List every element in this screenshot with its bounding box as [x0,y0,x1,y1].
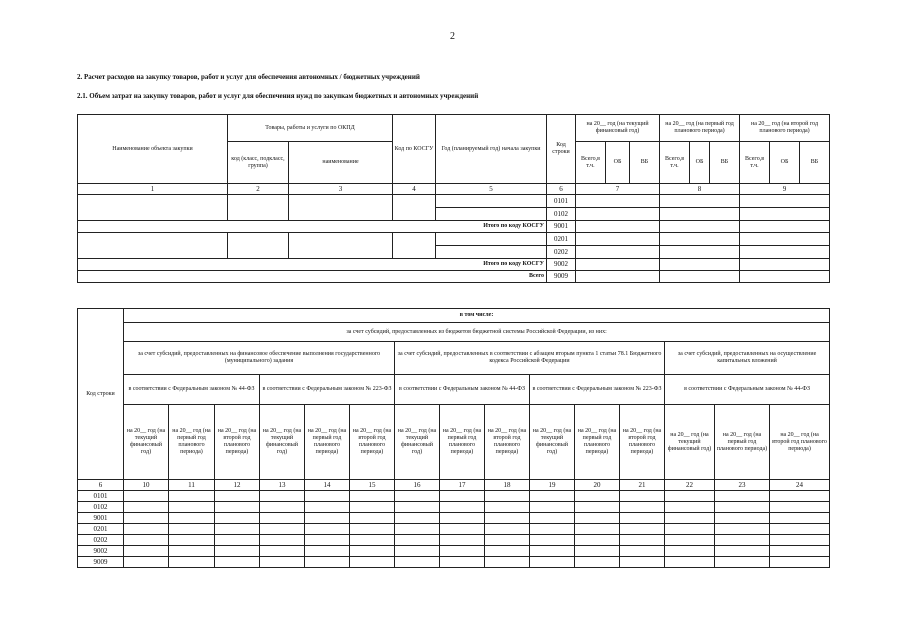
value-cell[interactable] [124,524,169,535]
value-cell[interactable] [660,233,740,246]
value-cell[interactable] [169,513,215,524]
header-year-second: на 20__ год (на второй год планового периода) [215,405,260,480]
value-cell[interactable] [215,513,260,524]
sub-header-vb: ВБ [630,142,660,184]
col-header-first-plan-year: на 20__ год (на первый год планового периода) [660,115,740,142]
okpd-code-cell[interactable] [228,233,289,259]
row-code: 0101 [547,195,576,208]
row-code: 0102 [547,208,576,221]
value-cell[interactable] [169,535,215,546]
column-number: 23 [715,480,770,491]
start-year-cell[interactable] [436,195,547,208]
value-cell[interactable] [715,546,770,557]
table-row [78,513,830,524]
kosgu-cell[interactable] [393,195,436,221]
value-cell[interactable] [530,513,575,524]
value-cell[interactable] [260,535,305,546]
table-row [78,524,830,535]
value-cell[interactable] [530,546,575,557]
value-cell[interactable] [620,557,665,568]
value-cell[interactable] [660,259,740,271]
value-cell[interactable] [485,535,530,546]
header-year-current: на 20__ год (на текущий финансовый год) [395,405,440,480]
sub-header-total: Всего,в т.ч. [740,142,770,184]
column-number: 16 [395,480,440,491]
column-number: 6 [78,480,124,491]
sub-header-total: Всего,в т.ч. [660,142,690,184]
value-cell[interactable] [305,535,350,546]
row-code: 0102 [78,502,124,513]
vsego-label: Всего [78,271,547,283]
object-name-cell[interactable] [78,233,228,259]
okpd-name-cell[interactable] [289,195,393,221]
value-cell[interactable] [485,502,530,513]
value-cell[interactable] [740,246,830,259]
kosgu-cell[interactable] [393,233,436,259]
value-cell[interactable] [770,524,830,535]
value-cell[interactable] [215,557,260,568]
value-cell[interactable] [660,246,740,259]
value-cell[interactable] [169,546,215,557]
column-number: 11 [169,480,215,491]
value-cell[interactable] [576,246,660,259]
column-number: 24 [770,480,830,491]
value-cell[interactable] [770,557,830,568]
procurement-costs-table [77,114,830,283]
value-cell[interactable] [575,524,620,535]
header-year-second: на 20__ год (на второй год планового периода) [620,405,665,480]
value-cell[interactable] [395,513,440,524]
column-number: 14 [305,480,350,491]
value-cell[interactable] [395,502,440,513]
value-cell[interactable] [740,208,830,221]
value-cell[interactable] [575,513,620,524]
column-number: 13 [260,480,305,491]
row-code: 9009 [78,557,124,568]
col-header-kosgu: Код по КОСГУ [393,115,436,184]
value-cell[interactable] [124,491,169,502]
col-header-current-year: на 20__ год (на текущий финансовый год) [576,115,660,142]
start-year-cell[interactable] [436,208,547,221]
value-cell[interactable] [485,491,530,502]
header-law-223: в соответствии с Федеральным законом № 223-ФЗ [260,375,395,405]
col-header-row-code: Код строки [78,309,124,480]
header-year-second: на 20__ год (на второй год планового периода) [485,405,530,480]
value-cell[interactable] [715,513,770,524]
table-row [78,271,830,283]
itogo-label: Итого по коду КОСГУ [78,259,547,271]
value-cell[interactable] [715,524,770,535]
value-cell[interactable] [530,502,575,513]
value-cell[interactable] [660,208,740,221]
table-row [78,195,830,208]
table-row [78,502,830,513]
header-law-44: в соответствии с Федеральным законом № 44-ФЗ [124,375,260,405]
table-row [78,557,830,568]
value-cell[interactable] [215,524,260,535]
header-group-state-task: за счет субсидий, предоставленных на финансовое обеспечение выполнения государственного (муниципального) задания [124,342,395,375]
value-cell[interactable] [770,502,830,513]
sub-header-ob: ОБ [606,142,630,184]
sub-header-total: Всего,в т.ч. [576,142,606,184]
value-cell[interactable] [124,513,169,524]
col-header-okpd-code: код (класс, подкласс, группа) [228,142,289,184]
subsection-heading: 2.1. Объем затрат на закупку товаров, работ и услуг для обеспечения нужд по закупкам бюджетных и автономных учреждений [77,92,479,100]
value-cell[interactable] [124,535,169,546]
column-number: 12 [215,480,260,491]
value-cell[interactable] [124,557,169,568]
column-number: 9 [740,184,830,195]
column-number: 3 [289,184,393,195]
value-cell[interactable] [395,524,440,535]
column-number: 6 [547,184,576,195]
value-cell[interactable] [169,524,215,535]
table-row [78,221,830,233]
col-header-second-plan-year: на 20__ год (на второй год планового периода) [740,115,830,142]
col-header-okpd-name: наименование [289,142,393,184]
column-number: 2 [228,184,289,195]
header-group-article-78-1: за счет субсидий, предоставленных в соответствии с абзацем вторым пункта 1 статьи 78.1 Бюджетного кодекса Российской Федерации [395,342,665,375]
okpd-name-cell[interactable] [289,233,393,259]
value-cell[interactable] [665,513,715,524]
page-number: 2 [450,31,455,42]
value-cell[interactable] [665,557,715,568]
value-cell[interactable] [576,259,660,271]
value-cell[interactable] [440,535,485,546]
value-cell[interactable] [530,524,575,535]
header-year-current: на 20__ год (на текущий финансовый год) [124,405,169,480]
header-year-current: на 20__ год (на текущий финансовый год) [260,405,305,480]
row-code: 9001 [78,513,124,524]
value-cell[interactable] [575,557,620,568]
sub-header-vb: ВБ [800,142,830,184]
header-year-first: на 20__ год (на первый год планового периода) [715,405,770,480]
column-number: 1 [78,184,228,195]
value-cell[interactable] [620,491,665,502]
value-cell[interactable] [124,502,169,513]
value-cell[interactable] [350,524,395,535]
value-cell[interactable] [440,502,485,513]
value-cell[interactable] [440,557,485,568]
column-number: 22 [665,480,715,491]
value-cell[interactable] [620,546,665,557]
value-cell[interactable] [665,502,715,513]
column-number-row [78,184,830,195]
value-cell[interactable] [665,535,715,546]
value-cell[interactable] [215,546,260,557]
value-cell[interactable] [665,524,715,535]
sub-header-vb: ВБ [710,142,740,184]
value-cell[interactable] [530,535,575,546]
value-cell[interactable] [440,491,485,502]
value-cell[interactable] [530,491,575,502]
table-row [78,491,830,502]
value-cell[interactable] [169,557,215,568]
value-cell[interactable] [576,208,660,221]
header-law-223: в соответствии с Федеральным законом № 223-ФЗ [530,375,665,405]
column-number: 17 [440,480,485,491]
value-cell[interactable] [485,513,530,524]
value-cell[interactable] [576,221,660,233]
value-cell[interactable] [260,502,305,513]
value-cell[interactable] [350,535,395,546]
column-number: 5 [436,184,547,195]
value-cell[interactable] [485,524,530,535]
start-year-cell[interactable] [436,246,547,259]
value-cell[interactable] [124,546,169,557]
value-cell[interactable] [576,233,660,246]
value-cell[interactable] [215,502,260,513]
value-cell[interactable] [305,557,350,568]
header-law-44: в соответствии с Федеральным законом № 44-ФЗ [665,375,830,405]
header-year-first: на 20__ год (на первый год планового периода) [305,405,350,480]
table-row [78,546,830,557]
column-number: 15 [350,480,395,491]
value-cell[interactable] [740,271,830,283]
value-cell[interactable] [576,271,660,283]
column-number: 10 [124,480,169,491]
value-cell[interactable] [575,491,620,502]
header-year-first: на 20__ год (на первый год планового периода) [575,405,620,480]
value-cell[interactable] [305,546,350,557]
value-cell[interactable] [740,195,830,208]
value-cell[interactable] [575,546,620,557]
header-subsidies-all: за счет субсидий, предоставленных из бюджетов бюджетной системы Российской Федерации, из них: [124,323,830,342]
value-cell[interactable] [260,491,305,502]
value-cell[interactable] [350,491,395,502]
header-year-current: на 20__ год (на текущий финансовый год) [530,405,575,480]
value-cell[interactable] [305,502,350,513]
value-cell[interactable] [740,233,830,246]
column-number: 19 [530,480,575,491]
value-cell[interactable] [395,535,440,546]
value-cell[interactable] [575,502,620,513]
table-row [78,535,830,546]
value-cell[interactable] [350,557,395,568]
row-code: 0201 [547,233,576,246]
value-cell[interactable] [350,546,395,557]
value-cell[interactable] [350,502,395,513]
value-cell[interactable] [260,524,305,535]
start-year-cell[interactable] [436,233,547,246]
value-cell[interactable] [260,546,305,557]
value-cell[interactable] [169,502,215,513]
value-cell[interactable] [660,195,740,208]
header-group-capital-investments: за счет субсидий, предоставленных на осуществление капитальных вложений [665,342,830,375]
col-header-row-code: Код строки [547,115,576,184]
table-row [78,233,830,246]
header-law-44: в соответствии с Федеральным законом № 44-ФЗ [395,375,530,405]
value-cell[interactable] [620,513,665,524]
value-cell[interactable] [740,259,830,271]
header-year-current: на 20__ год (на текущий финансовый год) [665,405,715,480]
value-cell[interactable] [440,546,485,557]
value-cell[interactable] [215,491,260,502]
value-cell[interactable] [715,535,770,546]
value-cell[interactable] [665,546,715,557]
column-number: 21 [620,480,665,491]
col-header-object-name: Наименование объекта закупки [78,115,228,184]
value-cell[interactable] [660,271,740,283]
value-cell[interactable] [485,546,530,557]
value-cell[interactable] [305,513,350,524]
row-code: 9009 [547,271,576,283]
row-code: 9001 [547,221,576,233]
row-code: 0202 [547,246,576,259]
row-code: 9002 [547,259,576,271]
column-number-row [78,480,830,491]
okpd-code-cell[interactable] [228,195,289,221]
row-code: 0202 [78,535,124,546]
row-code: 0101 [78,491,124,502]
column-number: 8 [660,184,740,195]
header-including: в том числе: [124,309,830,323]
value-cell[interactable] [575,535,620,546]
sub-header-ob: ОБ [690,142,710,184]
value-cell[interactable] [485,557,530,568]
value-cell[interactable] [350,513,395,524]
row-code: 9002 [78,546,124,557]
header-year-second: на 20__ год (на второй год планового периода) [770,405,830,480]
value-cell[interactable] [305,491,350,502]
value-cell[interactable] [260,513,305,524]
column-number: 7 [576,184,660,195]
table-row [78,259,830,271]
value-cell[interactable] [395,546,440,557]
row-code: 0201 [78,524,124,535]
header-year-second: на 20__ год (на второй год планового периода) [350,405,395,480]
value-cell[interactable] [260,557,305,568]
value-cell[interactable] [715,491,770,502]
value-cell[interactable] [395,491,440,502]
column-number: 20 [575,480,620,491]
value-cell[interactable] [770,513,830,524]
value-cell[interactable] [770,535,830,546]
value-cell[interactable] [770,546,830,557]
value-cell[interactable] [305,524,350,535]
value-cell[interactable] [620,535,665,546]
column-number: 18 [485,480,530,491]
value-cell[interactable] [665,491,715,502]
subsidy-breakdown-table [77,308,830,568]
value-cell[interactable] [715,557,770,568]
value-cell[interactable] [620,502,665,513]
value-cell[interactable] [215,535,260,546]
value-cell[interactable] [715,502,770,513]
section-heading: 2. Расчет расходов на закупку товаров, работ и услуг для обеспечения автономных / бюджетных учреждений [77,73,420,81]
value-cell[interactable] [169,491,215,502]
value-cell[interactable] [770,491,830,502]
header-year-first: на 20__ год (на первый год планового периода) [440,405,485,480]
value-cell[interactable] [440,524,485,535]
col-header-start-year: Год (планируемый год) начала закупки [436,115,547,184]
value-cell[interactable] [395,557,440,568]
object-name-cell[interactable] [78,195,228,221]
value-cell[interactable] [620,524,665,535]
value-cell[interactable] [576,195,660,208]
value-cell[interactable] [660,221,740,233]
value-cell[interactable] [530,557,575,568]
itogo-label: Итого по коду КОСГУ [78,221,547,233]
value-cell[interactable] [740,221,830,233]
header-year-first: на 20__ год (на первый год планового периода) [169,405,215,480]
value-cell[interactable] [440,513,485,524]
sub-header-ob: ОБ [770,142,800,184]
column-number: 4 [393,184,436,195]
col-header-okpd: Товары, работы и услуги по ОКПД [228,115,393,142]
